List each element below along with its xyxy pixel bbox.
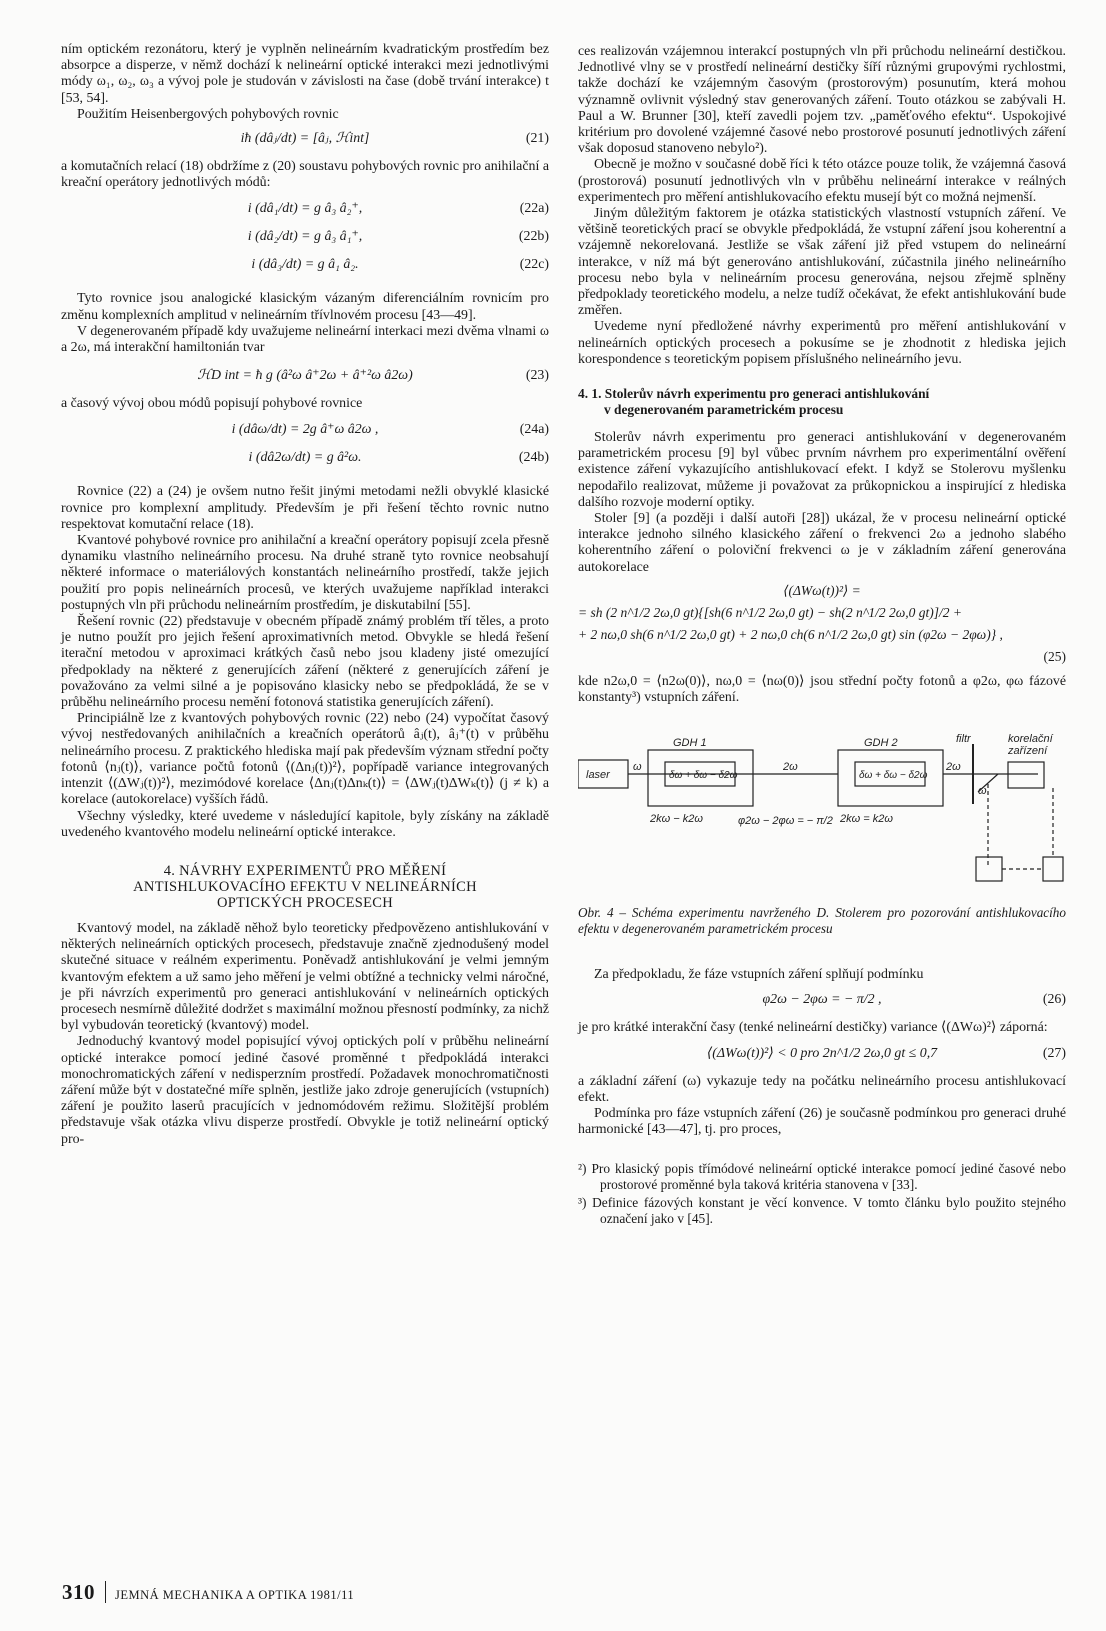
condition-label: φ2ω − 2φω = − π/2 bbox=[738, 815, 833, 828]
equation-line: + 2 nω,0 sh(6 n^1/2 2ω,0 gt) + 2 nω,0 ch(6 n^1/2 2ω,0 gt) sin (φ2ω − 2φω)} , bbox=[578, 626, 1003, 642]
page-number: 310 bbox=[62, 1580, 95, 1604]
equation-number: (26) bbox=[1042, 991, 1066, 1007]
paragraph: Za předpokladu, že fáze vstupních záření splňují podmínku bbox=[594, 967, 924, 983]
section-heading-line: OPTICKÝCH PROCESECH bbox=[216, 894, 394, 911]
correlator-label: korelační bbox=[1008, 733, 1053, 746]
equation-number: (24b) bbox=[518, 450, 549, 466]
equation-body: ℋD int = ħ g (â²ω â⁺2ω + â⁺²ω â2ω) bbox=[197, 368, 413, 384]
paragraph: ním optickém rezonátoru, který je vyplněn nelineárním kvadratickým prostředím bez absorpce a disperze, v němž dochází k nelineární optické interakci mezi jednotlivými módy ω₁, ω₂, ω₃ a vývoj pole je studován v závislosti na čase (době trvání interakce) t [53, 54]. bbox=[61, 42, 549, 106]
equation-body: ⟨(ΔWω(t))²⟩ < 0 pro 2n^1/2 2ω,0 gt ≤ 0,7 bbox=[706, 1045, 938, 1061]
laser-label: laser bbox=[586, 769, 610, 782]
equation-26 bbox=[578, 992, 1066, 1020]
subsection-heading-line: v degenerovaném parametrickém procesu bbox=[604, 402, 844, 418]
paragraph: Tyto rovnice jsou analogické klasickým vázaným diferenciálním rovnicím pro změnu komplexních amplitud v nelineárním třívlnovém procesu [43—49]. bbox=[61, 291, 549, 323]
equation-number: (22a) bbox=[519, 201, 549, 217]
equation-25 bbox=[578, 580, 1066, 668]
paragraph: Všechny výsledky, které uvedeme v následující kapitole, byly získány na základě uvedeného kvantového modelu nelineární optické interakce. bbox=[61, 808, 549, 840]
footnotes bbox=[578, 1161, 1066, 1227]
paragraph: a časový vývoj obou módů popisují pohybové rovnice bbox=[61, 396, 363, 412]
left-column bbox=[61, 42, 549, 1148]
footer-divider bbox=[105, 1581, 106, 1603]
equation-24a bbox=[61, 422, 549, 450]
section-heading-line: 4. NÁVRHY EXPERIMENTŮ PRO MĚŘENÍ bbox=[163, 862, 447, 879]
figure-caption: Obr. 4 – Schéma experimentu navrženého D. Stolerem pro pozorování antishlukovacího efektu v degenerovaném parametrickém procesu bbox=[578, 905, 1066, 937]
equation-number: (27) bbox=[1042, 1045, 1066, 1061]
filter-label: filtr bbox=[956, 733, 971, 746]
experiment-schematic bbox=[578, 732, 1066, 897]
paragraph: kde n2ω,0 = ⟨n2ω(0)⟩, nω,0 = ⟨nω(0)⟩ jsou střední počty fotonů a φ2ω, φω fázové konstanty³) vstupních záření. bbox=[578, 673, 1066, 706]
right-column bbox=[578, 44, 1066, 1229]
paragraph: ces realizován vzájemnou interakcí postupných vln při průchodu nelineární destičkou. Jednotlivé vlny se v prostředí nelineární destičky šíří různými grupovými rychlostmi, takže dochází ke vzájemným časovým (prostorovým) posunutím, která mohou významně ovlivnit výsledný stav generovaných záření. Touto otázkou se zabývali H. Paul a W. Brunner [30], kteří zavedli pojem tzv. „paměťového efektu“. Uspokojivé kritérium pro dovolené vzájemné časové nebo prostorové posunutí jednotlivých záření však doposud stanoveno nebylo²). bbox=[578, 44, 1066, 157]
subsection-heading bbox=[578, 386, 1066, 418]
equation-number: (24a) bbox=[519, 422, 549, 438]
equation-line: = sh (2 n^1/2 2ω,0 gt){[sh(6 n^1/2 2ω,0 gt) − sh(2 n^1/2 2ω,0 gt)]/2 + bbox=[578, 604, 963, 620]
equation-21 bbox=[61, 131, 549, 159]
figure-4 bbox=[578, 732, 1066, 897]
paragraph: je pro krátké interakční časy (tenké nelineární destičky) variance ⟨(ΔWω)²⟩ záporná: bbox=[578, 1019, 1048, 1035]
box-label: δω + δω − δ2ω bbox=[669, 770, 738, 782]
equation-number: (23) bbox=[525, 368, 549, 384]
page-footer bbox=[62, 1580, 354, 1605]
equation-body: i (dâ2ω/dt) = g â²ω. bbox=[248, 450, 362, 466]
equation-23 bbox=[61, 368, 549, 396]
equation-22a bbox=[61, 201, 549, 229]
two-omega-label: 2ω bbox=[946, 761, 961, 774]
correlator-box bbox=[1043, 857, 1063, 881]
omega-label: ω bbox=[633, 761, 642, 774]
paragraph: Kvantové pohybové rovnice pro anihilační a kreační operátory popisují zcela přesně dynamiku vlastního nelineárního procesu. Na druhé straně tyto rovnice neobsahují některé informace o materiálových konstantách nelineárního prostředí, takže jejich použití pro popis nelineárních procesů, ve kterých uvažujeme například interakci postupných vln při průchodu nelineárním prostředím, je diskutabilní [55]. bbox=[61, 533, 549, 613]
condition-label: 2kω − k2ω bbox=[650, 813, 703, 826]
equation-number: (25) bbox=[1043, 648, 1066, 664]
equation-22b bbox=[61, 229, 549, 257]
equation-22c bbox=[61, 257, 549, 285]
paragraph: Stolerův návrh experimentu pro generaci antishlukování v degenerovaném parametrickém procesu [9] byl vůbec prvním návrhem pro experimentální ověření existence záření vykazujícího antishlukovací efekt. I když se Stolerovu myšlenku nepodařilo realizovat, můžeme ji považovat za průkopnickou a inspirující z hlediska dalšího rozvoje moderní optiky. bbox=[578, 430, 1066, 510]
footnote: ³) Definice fázových konstant je věcí konvence. V tomto článku bylo použito stejného označení jako v [45]. bbox=[578, 1194, 1066, 1226]
equation-body: i (dâ₃/dt) = g â₁ â₂. bbox=[251, 257, 359, 273]
paragraph: Jiným důležitým faktorem je otázka statistických vlastností vstupních záření. Ve většině teoretických prací se obvykle předpokládá, že vstupní záření jsou koherentní a vzájemně nekorelovaná. Jestliže se však záření již před vstupem do nelineární interakce, v níž má být generováno antishlukování, zúčastnila jiného nelineárního procesu nebo byla v nelineárním procesu generována, nejsou zřejmě splněny předpoklady teoretického modelu, a nelze tudíž očekávat, že efekt antishlukování bude změřen. bbox=[578, 206, 1066, 319]
equation-body: i (dâω/dt) = 2g â⁺ω â2ω , bbox=[231, 422, 379, 438]
equation-number: (22c) bbox=[519, 257, 549, 273]
section-heading-line: ANTISHLUKOVACÍHO EFEKTU V NELINEÁRNÍCH bbox=[133, 878, 477, 895]
equation-body: i (dâ₂/dt) = g â₃ â₁⁺, bbox=[247, 229, 363, 245]
subsection-heading-line: 4. 1. Stolerův návrh experimentu pro generaci antishlukování bbox=[578, 386, 930, 402]
paragraph: Rovnice (22) a (24) je ovšem nutno řešit jinými metodami nežli obvyklé klasické rovnice pro komplexní amplitudy. Především je při řešení těchto rovnic nutno respektovat komutační relace (18). bbox=[61, 484, 549, 532]
box-label: δω + δω − δ2ω bbox=[859, 770, 928, 782]
equation-body: i (dâ₁/dt) = g â₃ â₂⁺, bbox=[247, 201, 363, 217]
equation-body: iħ (dâⱼ/dt) = [âⱼ, ℋint] bbox=[240, 131, 370, 147]
paragraph: Kvantový model, na základě něhož bylo teoreticky předpovězeno antishlukování v některých nelineárních optických procesech, představuje značně zjednodušený model skutečné situace v reálném experimentu. Poněvadž antishlukování je velmi jemným kvantovým efektem a už samo jeho měření je velmi obtížné a technicky velmi náročné, je při návrzích experimentů pro generaci antishlukování v nelineárních optických procesech nesmírně důležité dodržet s maximální možnou přesností podmínky, za nichž byl vybudován teoretický (kvantový) model. bbox=[61, 920, 549, 1034]
paragraph: Stoler [9] (a později i další autoři [28]) ukázal, že v procesu nelineární optické interakce jednoho silného klasického záření o frekvenci 2ω a jednoho slabého koherentního záření o poloviční frekvenci ω je v základním záření generována autokorelace bbox=[578, 511, 1066, 575]
paragraph: a základní záření (ω) vykazuje tedy na počátku nelineárního procesu antishlukovací efekt. bbox=[578, 1073, 1066, 1105]
paragraph: Obecně je možno v současné době říci k této otázce pouze tolik, že vzájemná časová (prostorová) posunutí jednotlivých vln v průběhu nelineární interakce v reálných experimentech pro měření antishlukovacího efektu musejí být co možná nejmenší. bbox=[578, 157, 1066, 205]
paragraph: V degenerovaném případě kdy uvažujeme nelineární interkaci mezi dvěma vlnami ω a 2ω, má interakční hamiltonián tvar bbox=[61, 323, 549, 356]
journal-name: JEMNÁ MECHANIKA A OPTIKA 1981/11 bbox=[115, 1588, 355, 1602]
paragraph: Principiálně lze z kvantových pohybových rovnic (22) nebo (24) vypočítat časový vývoj nestředovaných anihilačních a kreačních operátorů âⱼ(t), âⱼ⁺(t) v průběhu nelineárního procesu. Z praktického hlediska mají pak především význam střední počty fotonů ⟨nⱼ(t)⟩, variance počtů fotonů ⟨(Δnⱼ(t))²⟩, popřípadě variance integrovaných intenzit ⟨(ΔWⱼ(t))²⟩, mezimódové korelace ⟨Δnⱼ(t)Δnₖ(t)⟩ = ⟨ΔWⱼ(t)ΔWₖ(t)⟩ (j ≠ k) a korelace (autokorelace) vyšších řádů. bbox=[61, 711, 549, 808]
two-omega-label: 2ω bbox=[783, 761, 798, 774]
paragraph: Řešení rovnic (22) představuje v obecném případě známý problém tří těles, a proto je nutno použít pro jejich řešení aproximativních metod. Obvykle se hledá řešení iterační metodou v aproximaci krátkých časů nebo jsou kladeny jisté omezující předpoklady na některé z generujících záření (některé z generujících záření je považováno za velmi silné a je popisováno klasicky nebo se předpokládá, že se v průběhu nelineárního procesu nemění fotonová statistika generujících záření). bbox=[61, 614, 549, 711]
correlator-label: zařízení bbox=[1008, 745, 1048, 758]
paragraph: Použitím Heisenbergových pohybových rovnic bbox=[77, 106, 339, 122]
section-heading bbox=[61, 863, 549, 911]
footnote: ²) Pro klasický popis třímódové nelineární optické interakce pomocí jediné časové nebo prostorové proměnné byla taková kritéria stanovena v [33]. bbox=[578, 1160, 1066, 1192]
paragraph: a komutačních relací (18) obdržíme z (20) soustavu pohybových rovnic pro anihilační a kreační operátory jednotlivých módů: bbox=[61, 159, 549, 191]
equation-body: φ2ω − 2φω = − π/2 , bbox=[762, 991, 882, 1007]
paragraph: Jednoduchý kvantový model popisující vývoj optických polí v průběhu nelineární optické interakce pomocí jediné časové proměnné t předpokládá interakci monochromatických záření v nedisperzním prostředí. Požadavek monochromatičnosti záření může být v dostatečné míře splněn, jestliže jako zdroje generujících (vstupních) záření je použito laserů pracujících v jednomódovém režimu. Složitější problém představuje však otázka vlivu disperze prostředí. Obvykle je totiž nelineární optický pro- bbox=[61, 1034, 549, 1147]
equation-24b bbox=[61, 450, 549, 478]
gdh2-label: GDH 2 bbox=[864, 737, 898, 750]
equation-number: (21) bbox=[525, 131, 549, 147]
gdh1-label: GDH 1 bbox=[673, 737, 707, 750]
paragraph: Podmínka pro fáze vstupních záření (26) je současně podmínkou pro generaci druhé harmonické [43—47], tj. pro proces, bbox=[578, 1106, 1066, 1138]
detector-box bbox=[1008, 762, 1044, 788]
equation-number: (22b) bbox=[518, 229, 549, 245]
equation-27 bbox=[578, 1046, 1066, 1074]
equation-line: ⟨(ΔWω(t))²⟩ = bbox=[783, 582, 861, 598]
omega-label: ω bbox=[978, 785, 987, 798]
paragraph: Uvedeme nyní předložené návrhy experimentů pro měření antishlukování v nelineárních optických procesech a pokusíme se je zhodnotit z hlediska jejich korespondence s teoretickým popisem příslušného nelineárního jevu. bbox=[578, 319, 1066, 367]
detector-box bbox=[976, 857, 1002, 881]
condition-label: 2kω = k2ω bbox=[840, 813, 893, 826]
